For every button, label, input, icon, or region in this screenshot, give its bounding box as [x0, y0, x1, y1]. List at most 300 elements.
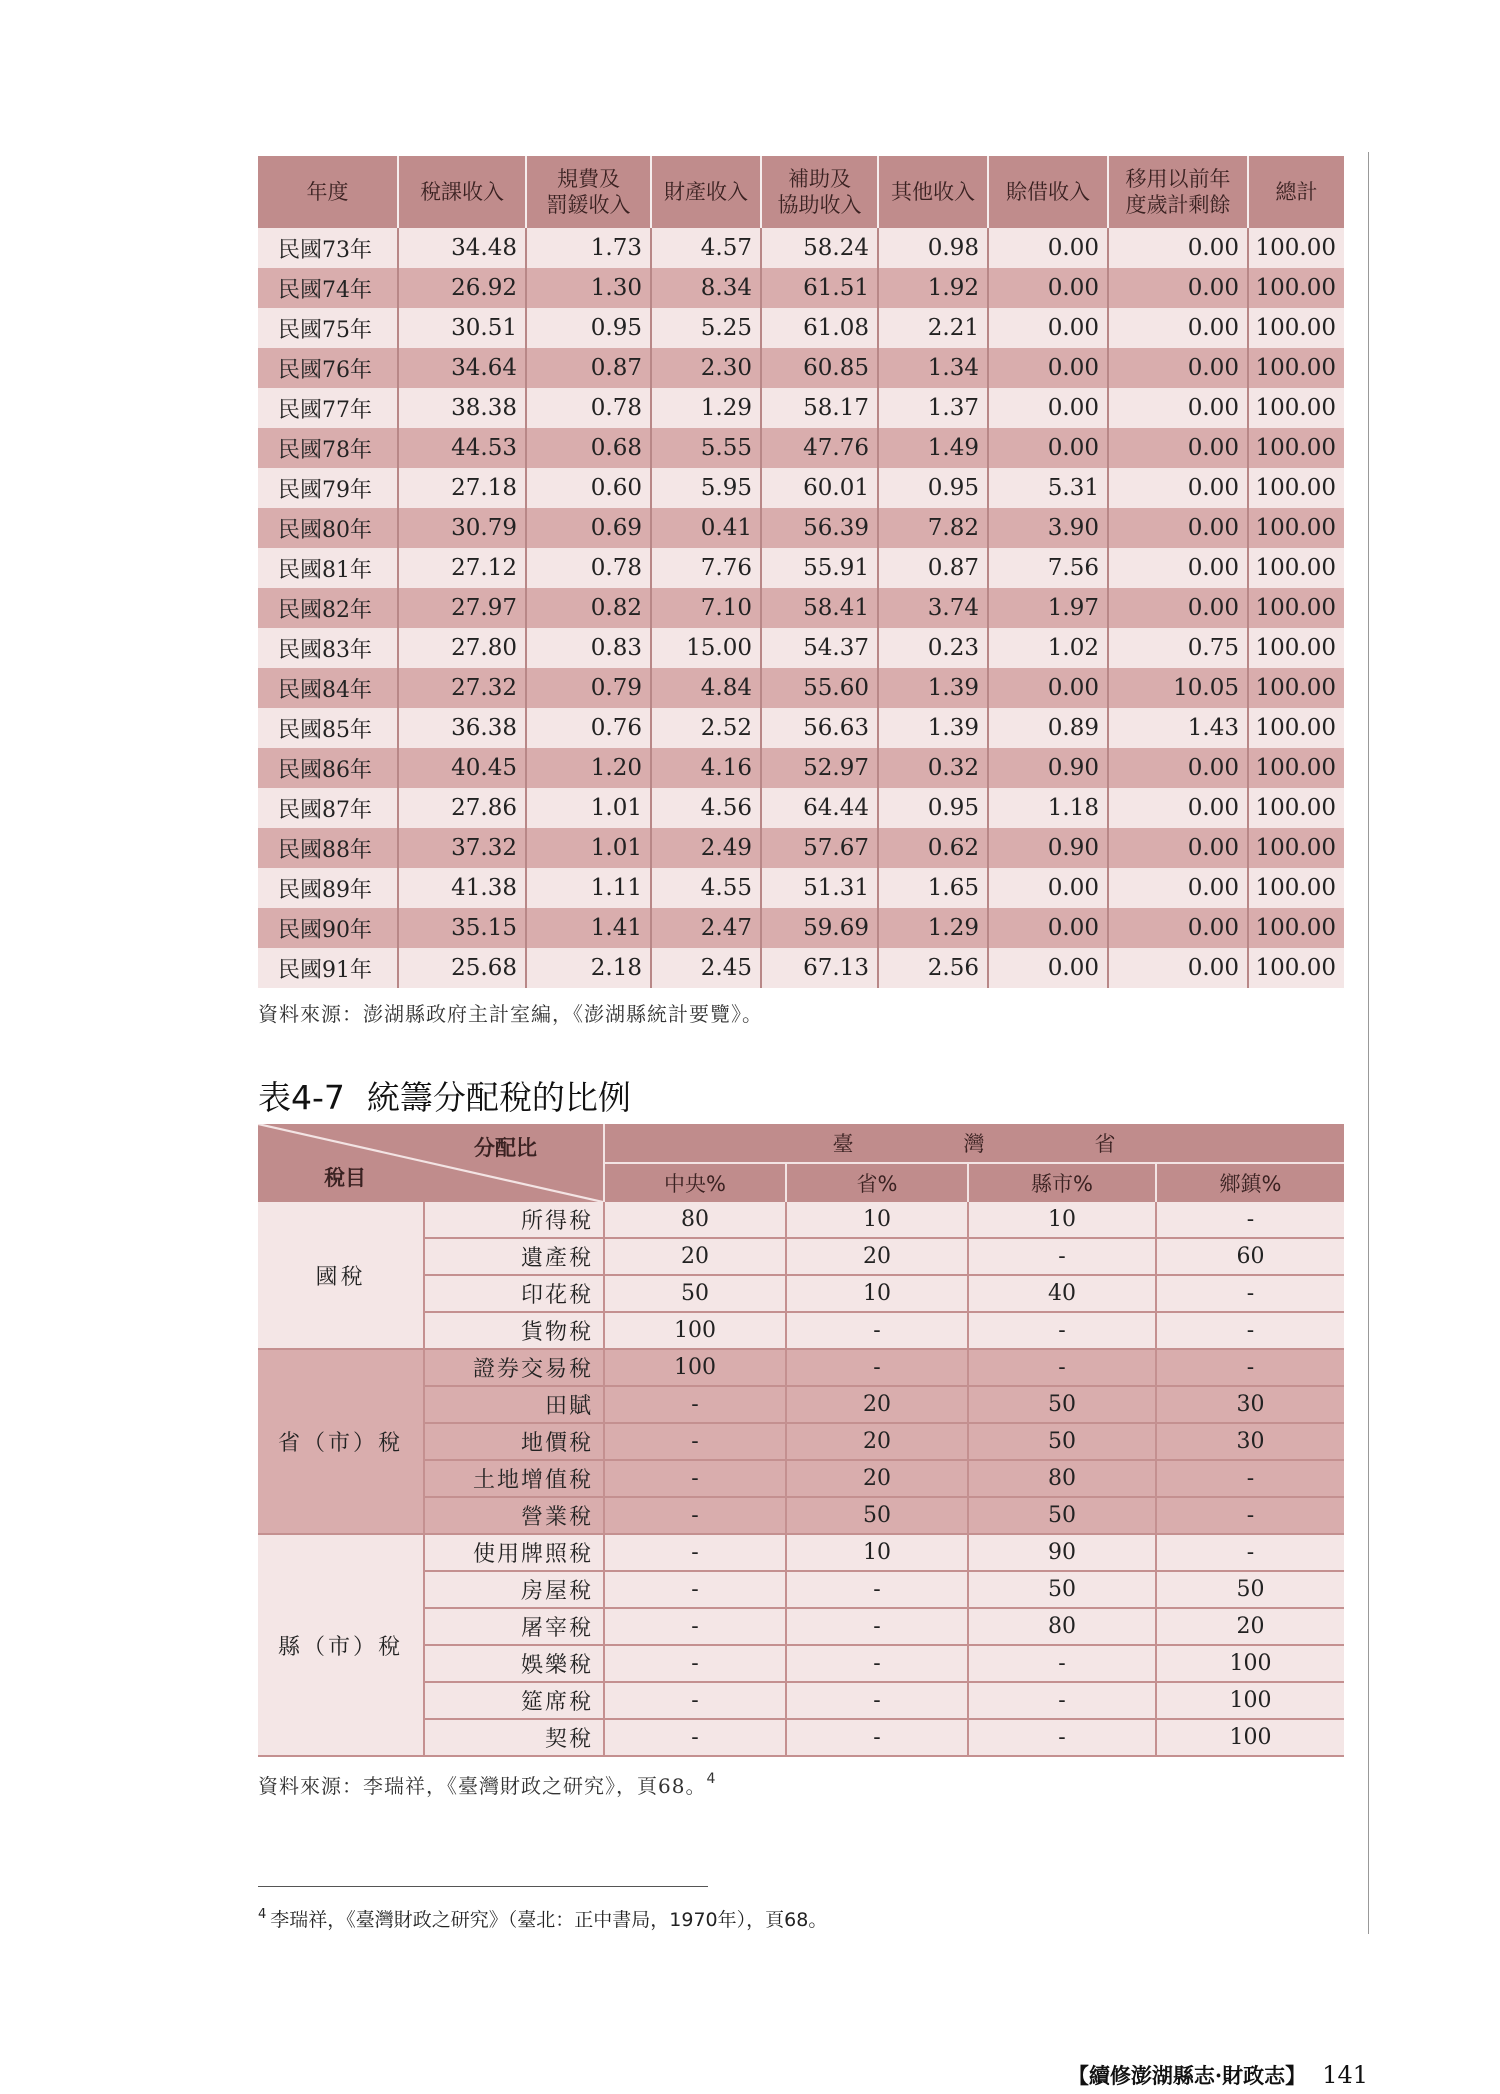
share-cell: - [786, 1645, 968, 1682]
value-cell: 0.00 [988, 668, 1108, 708]
share-cell: 50 [968, 1386, 1156, 1423]
share-cell: - [786, 1571, 968, 1608]
page-number: 141 [1322, 2061, 1368, 2089]
year-cell: 民國75年 [258, 308, 398, 348]
value-cell: 7.10 [651, 588, 761, 628]
share-column-header: 鄉鎮% [1156, 1163, 1344, 1202]
margin-rule [1368, 152, 1369, 1934]
value-cell: 64.44 [761, 788, 878, 828]
value-cell: 0.89 [988, 708, 1108, 748]
share-cell: 100 [604, 1349, 786, 1386]
value-cell: 5.25 [651, 308, 761, 348]
year-cell: 民國89年 [258, 868, 398, 908]
value-cell: 0.68 [526, 428, 651, 468]
value-cell: 0.90 [988, 828, 1108, 868]
value-cell: 1.29 [878, 908, 988, 948]
allocation-table-source [258, 1770, 716, 1799]
share-cell: - [1156, 1349, 1344, 1386]
tax-group-cell: 省（市）稅 [258, 1349, 424, 1534]
value-cell: 100.00 [1248, 628, 1344, 668]
value-cell: 100.00 [1248, 428, 1344, 468]
value-cell: 37.32 [398, 828, 526, 868]
value-cell: 2.49 [651, 828, 761, 868]
value-cell: 26.92 [398, 268, 526, 308]
table-row [258, 548, 1344, 588]
running-title: 【續修澎湖縣志·財政志】 [1067, 2063, 1307, 2088]
table-row [258, 468, 1344, 508]
share-cell: - [968, 1238, 1156, 1275]
value-cell: 1.30 [526, 268, 651, 308]
value-cell: 0.79 [526, 668, 651, 708]
value-cell: 10.05 [1108, 668, 1248, 708]
corner-top-label: 分配比 [474, 1136, 537, 1160]
value-cell: 2.30 [651, 348, 761, 388]
value-cell: 100.00 [1248, 828, 1344, 868]
value-cell: 1.11 [526, 868, 651, 908]
share-cell: 40 [968, 1275, 1156, 1312]
allocation-source-text: 資料來源：李瑞祥，《臺灣財政之研究》，頁68。 [258, 1774, 707, 1798]
value-cell: 61.08 [761, 308, 878, 348]
year-cell: 民國85年 [258, 708, 398, 748]
value-cell: 100.00 [1248, 668, 1344, 708]
value-cell: 100.00 [1248, 748, 1344, 788]
value-cell: 0.00 [1108, 548, 1248, 588]
value-cell: 15.00 [651, 628, 761, 668]
table-row [258, 1534, 1344, 1571]
share-cell: - [1156, 1275, 1344, 1312]
year-cell: 民國87年 [258, 788, 398, 828]
share-cell: 20 [604, 1238, 786, 1275]
share-cell: 80 [968, 1460, 1156, 1497]
value-cell: 100.00 [1248, 268, 1344, 308]
table-row [258, 828, 1344, 868]
value-cell: 100.00 [1248, 228, 1344, 268]
value-cell: 0.87 [878, 548, 988, 588]
value-cell: 100.00 [1248, 708, 1344, 748]
footnote [258, 1905, 827, 1932]
value-cell: 1.41 [526, 908, 651, 948]
tax-name-cell: 娛樂稅 [424, 1645, 604, 1682]
value-cell: 100.00 [1248, 948, 1344, 988]
share-cell: - [968, 1349, 1156, 1386]
value-cell: 54.37 [761, 628, 878, 668]
value-cell: 55.60 [761, 668, 878, 708]
value-cell: 7.76 [651, 548, 761, 588]
share-cell: 50 [786, 1497, 968, 1534]
value-cell: 4.84 [651, 668, 761, 708]
tax-name-cell: 契稅 [424, 1719, 604, 1756]
value-cell: 3.90 [988, 508, 1108, 548]
year-cell: 民國88年 [258, 828, 398, 868]
table-row [258, 908, 1344, 948]
value-cell: 8.34 [651, 268, 761, 308]
table-row [258, 1349, 1344, 1386]
value-cell: 4.57 [651, 228, 761, 268]
value-cell: 0.00 [988, 348, 1108, 388]
share-cell: - [786, 1608, 968, 1645]
value-cell: 100.00 [1248, 508, 1344, 548]
value-cell: 100.00 [1248, 388, 1344, 428]
value-cell: 0.00 [1108, 788, 1248, 828]
tax-name-cell: 印花稅 [424, 1275, 604, 1312]
tax-name-cell: 房屋稅 [424, 1571, 604, 1608]
value-cell: 1.49 [878, 428, 988, 468]
value-cell: 55.91 [761, 548, 878, 588]
share-cell: - [786, 1719, 968, 1756]
value-cell: 100.00 [1248, 548, 1344, 588]
share-cell: - [1156, 1202, 1344, 1238]
share-cell: - [968, 1645, 1156, 1682]
column-header: 規費及 罰鍰收入 [526, 156, 651, 228]
value-cell: 4.16 [651, 748, 761, 788]
value-cell: 1.20 [526, 748, 651, 788]
share-cell: - [968, 1682, 1156, 1719]
revenue-table-body [258, 228, 1344, 988]
value-cell: 0.98 [878, 228, 988, 268]
corner-bottom-label: 稅目 [324, 1166, 366, 1190]
table-row [258, 948, 1344, 988]
value-cell: 1.18 [988, 788, 1108, 828]
value-cell: 0.95 [878, 788, 988, 828]
share-cell: 100 [1156, 1682, 1344, 1719]
value-cell: 2.18 [526, 948, 651, 988]
value-cell: 5.95 [651, 468, 761, 508]
value-cell: 0.00 [988, 948, 1108, 988]
column-header: 稅課收入 [398, 156, 526, 228]
table-row [258, 308, 1344, 348]
value-cell: 41.38 [398, 868, 526, 908]
year-cell: 民國74年 [258, 268, 398, 308]
value-cell: 0.00 [988, 868, 1108, 908]
value-cell: 0.00 [1108, 388, 1248, 428]
value-cell: 0.82 [526, 588, 651, 628]
table-title-text: 統籌分配稅的比例 [366, 1078, 631, 1117]
value-cell: 4.55 [651, 868, 761, 908]
value-cell: 100.00 [1248, 308, 1344, 348]
share-cell: - [786, 1312, 968, 1349]
value-cell: 47.76 [761, 428, 878, 468]
value-cell: 1.34 [878, 348, 988, 388]
table-number: 表4-7 [258, 1078, 345, 1117]
value-cell: 100.00 [1248, 908, 1344, 948]
revenue-table-source: 資料來源：澎湖縣政府主計室編，《澎湖縣統計要覽》。 [258, 1002, 763, 1026]
year-cell: 民國84年 [258, 668, 398, 708]
value-cell: 2.45 [651, 948, 761, 988]
year-cell: 民國91年 [258, 948, 398, 988]
value-cell: 1.97 [988, 588, 1108, 628]
corner-header [258, 1124, 604, 1202]
value-cell: 58.17 [761, 388, 878, 428]
share-cell: - [968, 1719, 1156, 1756]
value-cell: 7.82 [878, 508, 988, 548]
year-cell: 民國82年 [258, 588, 398, 628]
share-cell: 50 [604, 1275, 786, 1312]
value-cell: 0.00 [1108, 948, 1248, 988]
share-cell: - [1156, 1460, 1344, 1497]
column-header: 年度 [258, 156, 398, 228]
table-row [258, 708, 1344, 748]
value-cell: 0.00 [988, 388, 1108, 428]
province-header: 臺灣省 [604, 1124, 1344, 1163]
tax-name-cell: 營業稅 [424, 1497, 604, 1534]
year-cell: 民國86年 [258, 748, 398, 788]
value-cell: 61.51 [761, 268, 878, 308]
share-cell: - [604, 1423, 786, 1460]
year-cell: 民國80年 [258, 508, 398, 548]
share-cell: 20 [786, 1386, 968, 1423]
table-row [258, 348, 1344, 388]
value-cell: 0.69 [526, 508, 651, 548]
share-cell: - [604, 1460, 786, 1497]
year-cell: 民國76年 [258, 348, 398, 388]
share-cell: 80 [968, 1608, 1156, 1645]
share-cell: - [604, 1719, 786, 1756]
value-cell: 0.00 [1108, 428, 1248, 468]
value-cell: 67.13 [761, 948, 878, 988]
tax-name-cell: 使用牌照稅 [424, 1534, 604, 1571]
share-cell: 30 [1156, 1386, 1344, 1423]
share-cell: 100 [1156, 1645, 1344, 1682]
value-cell: 27.97 [398, 588, 526, 628]
value-cell: 0.95 [878, 468, 988, 508]
value-cell: 0.87 [526, 348, 651, 388]
value-cell: 1.39 [878, 668, 988, 708]
tax-name-cell: 田賦 [424, 1386, 604, 1423]
share-cell: 100 [1156, 1719, 1344, 1756]
value-cell: 27.32 [398, 668, 526, 708]
value-cell: 0.78 [526, 548, 651, 588]
value-cell: 0.60 [526, 468, 651, 508]
value-cell: 1.02 [988, 628, 1108, 668]
share-cell: 50 [968, 1571, 1156, 1608]
value-cell: 0.00 [988, 308, 1108, 348]
value-cell: 0.23 [878, 628, 988, 668]
share-cell: 50 [968, 1423, 1156, 1460]
value-cell: 0.00 [1108, 468, 1248, 508]
value-cell: 5.55 [651, 428, 761, 468]
table-row [258, 1202, 1344, 1238]
table-row [258, 228, 1344, 268]
value-cell: 51.31 [761, 868, 878, 908]
share-cell: 60 [1156, 1238, 1344, 1275]
share-cell: - [604, 1571, 786, 1608]
value-cell: 3.74 [878, 588, 988, 628]
value-cell: 52.97 [761, 748, 878, 788]
share-cell: 10 [786, 1275, 968, 1312]
value-cell: 0.00 [1108, 268, 1248, 308]
share-cell: 20 [1156, 1608, 1344, 1645]
value-cell: 1.73 [526, 228, 651, 268]
value-cell: 0.00 [1108, 228, 1248, 268]
share-cell: - [604, 1534, 786, 1571]
page-footer [1068, 2060, 1368, 2090]
value-cell: 2.47 [651, 908, 761, 948]
value-cell: 25.68 [398, 948, 526, 988]
table-row [258, 588, 1344, 628]
share-cell: 10 [786, 1202, 968, 1238]
share-cell: - [968, 1312, 1156, 1349]
footnote-text: 李瑞祥，《臺灣財政之研究》（臺北：正中書局，1970年），頁68。 [270, 1909, 828, 1931]
column-header: 移用以前年 度歲計剩餘 [1108, 156, 1248, 228]
value-cell: 27.80 [398, 628, 526, 668]
value-cell: 0.00 [1108, 868, 1248, 908]
share-cell: - [604, 1645, 786, 1682]
share-column-header: 省% [786, 1163, 968, 1202]
value-cell: 0.00 [1108, 748, 1248, 788]
share-cell: 10 [968, 1202, 1156, 1238]
allocation-table-body [258, 1202, 1344, 1756]
value-cell: 1.92 [878, 268, 988, 308]
revenue-table-header [258, 156, 1344, 228]
value-cell: 2.21 [878, 308, 988, 348]
value-cell: 0.00 [1108, 508, 1248, 548]
tax-name-cell: 屠宰稅 [424, 1608, 604, 1645]
year-cell: 民國79年 [258, 468, 398, 508]
share-cell: - [1156, 1312, 1344, 1349]
share-cell: 80 [604, 1202, 786, 1238]
table-row [258, 508, 1344, 548]
value-cell: 2.52 [651, 708, 761, 748]
year-cell: 民國73年 [258, 228, 398, 268]
value-cell: 34.64 [398, 348, 526, 388]
tax-name-cell: 筵席稅 [424, 1682, 604, 1719]
year-cell: 民國78年 [258, 428, 398, 468]
share-cell: 90 [968, 1534, 1156, 1571]
column-header: 其他收入 [878, 156, 988, 228]
share-cell: 50 [1156, 1571, 1344, 1608]
table-row [258, 388, 1344, 428]
share-cell: 10 [786, 1534, 968, 1571]
value-cell: 1.43 [1108, 708, 1248, 748]
value-cell: 1.37 [878, 388, 988, 428]
tax-group-cell: 國稅 [258, 1202, 424, 1349]
value-cell: 1.29 [651, 388, 761, 428]
value-cell: 30.51 [398, 308, 526, 348]
value-cell: 56.63 [761, 708, 878, 748]
value-cell: 0.00 [988, 908, 1108, 948]
value-cell: 0.90 [988, 748, 1108, 788]
tax-name-cell: 所得稅 [424, 1202, 604, 1238]
value-cell: 4.56 [651, 788, 761, 828]
share-cell: - [1156, 1534, 1344, 1571]
value-cell: 2.56 [878, 948, 988, 988]
value-cell: 1.39 [878, 708, 988, 748]
tax-group-cell: 縣（市）稅 [258, 1534, 424, 1756]
table-row [258, 868, 1344, 908]
value-cell: 1.01 [526, 788, 651, 828]
value-cell: 100.00 [1248, 868, 1344, 908]
tax-name-cell: 土地增值稅 [424, 1460, 604, 1497]
value-cell: 1.65 [878, 868, 988, 908]
column-header: 賒借收入 [988, 156, 1108, 228]
value-cell: 36.38 [398, 708, 526, 748]
value-cell: 0.00 [1108, 308, 1248, 348]
value-cell: 27.18 [398, 468, 526, 508]
year-cell: 民國90年 [258, 908, 398, 948]
value-cell: 0.78 [526, 388, 651, 428]
tax-name-cell: 貨物稅 [424, 1312, 604, 1349]
value-cell: 5.31 [988, 468, 1108, 508]
share-cell: 50 [968, 1497, 1156, 1534]
value-cell: 0.32 [878, 748, 988, 788]
value-cell: 59.69 [761, 908, 878, 948]
value-cell: 57.67 [761, 828, 878, 868]
share-cell: 20 [786, 1460, 968, 1497]
share-cell: - [786, 1349, 968, 1386]
table-title [258, 1072, 631, 1119]
tax-name-cell: 地價稅 [424, 1423, 604, 1460]
year-cell: 民國83年 [258, 628, 398, 668]
share-cell: 30 [1156, 1423, 1344, 1460]
value-cell: 60.01 [761, 468, 878, 508]
allocation-table [258, 1124, 1344, 1757]
value-cell: 100.00 [1248, 588, 1344, 628]
year-cell: 民國77年 [258, 388, 398, 428]
year-cell: 民國81年 [258, 548, 398, 588]
column-header: 財產收入 [651, 156, 761, 228]
value-cell: 58.24 [761, 228, 878, 268]
share-cell: - [604, 1608, 786, 1645]
value-cell: 100.00 [1248, 788, 1344, 828]
share-column-header: 中央% [604, 1163, 786, 1202]
column-header: 補助及 協助收入 [761, 156, 878, 228]
table-row [258, 428, 1344, 468]
value-cell: 0.95 [526, 308, 651, 348]
value-cell: 100.00 [1248, 348, 1344, 388]
value-cell: 0.76 [526, 708, 651, 748]
table-row [258, 668, 1344, 708]
value-cell: 34.48 [398, 228, 526, 268]
value-cell: 30.79 [398, 508, 526, 548]
share-cell: - [1156, 1497, 1344, 1534]
share-cell: 20 [786, 1423, 968, 1460]
column-header: 總計 [1248, 156, 1344, 228]
tax-name-cell: 證券交易稅 [424, 1349, 604, 1386]
value-cell: 27.12 [398, 548, 526, 588]
value-cell: 0.62 [878, 828, 988, 868]
footnote-marker: 4 [258, 1907, 267, 1922]
value-cell: 56.39 [761, 508, 878, 548]
value-cell: 35.15 [398, 908, 526, 948]
value-cell: 0.00 [1108, 348, 1248, 388]
value-cell: 60.85 [761, 348, 878, 388]
value-cell: 0.00 [988, 428, 1108, 468]
table-row [258, 628, 1344, 668]
value-cell: 0.00 [988, 268, 1108, 308]
tax-name-cell: 遺產稅 [424, 1238, 604, 1275]
share-cell: 100 [604, 1312, 786, 1349]
value-cell: 40.45 [398, 748, 526, 788]
revenue-share-table [258, 156, 1344, 988]
value-cell: 0.75 [1108, 628, 1248, 668]
value-cell: 58.41 [761, 588, 878, 628]
value-cell: 0.83 [526, 628, 651, 668]
value-cell: 38.38 [398, 388, 526, 428]
footnote-ref: 4 [706, 1771, 717, 1787]
value-cell: 0.00 [1108, 588, 1248, 628]
value-cell: 0.00 [1108, 828, 1248, 868]
table-row [258, 788, 1344, 828]
footnote-rule [258, 1886, 708, 1887]
value-cell: 1.01 [526, 828, 651, 868]
share-cell: - [786, 1682, 968, 1719]
value-cell: 0.00 [988, 228, 1108, 268]
diagonal-line [258, 1124, 603, 1202]
share-column-header: 縣市% [968, 1163, 1156, 1202]
value-cell: 44.53 [398, 428, 526, 468]
value-cell: 27.86 [398, 788, 526, 828]
table-row [258, 748, 1344, 788]
